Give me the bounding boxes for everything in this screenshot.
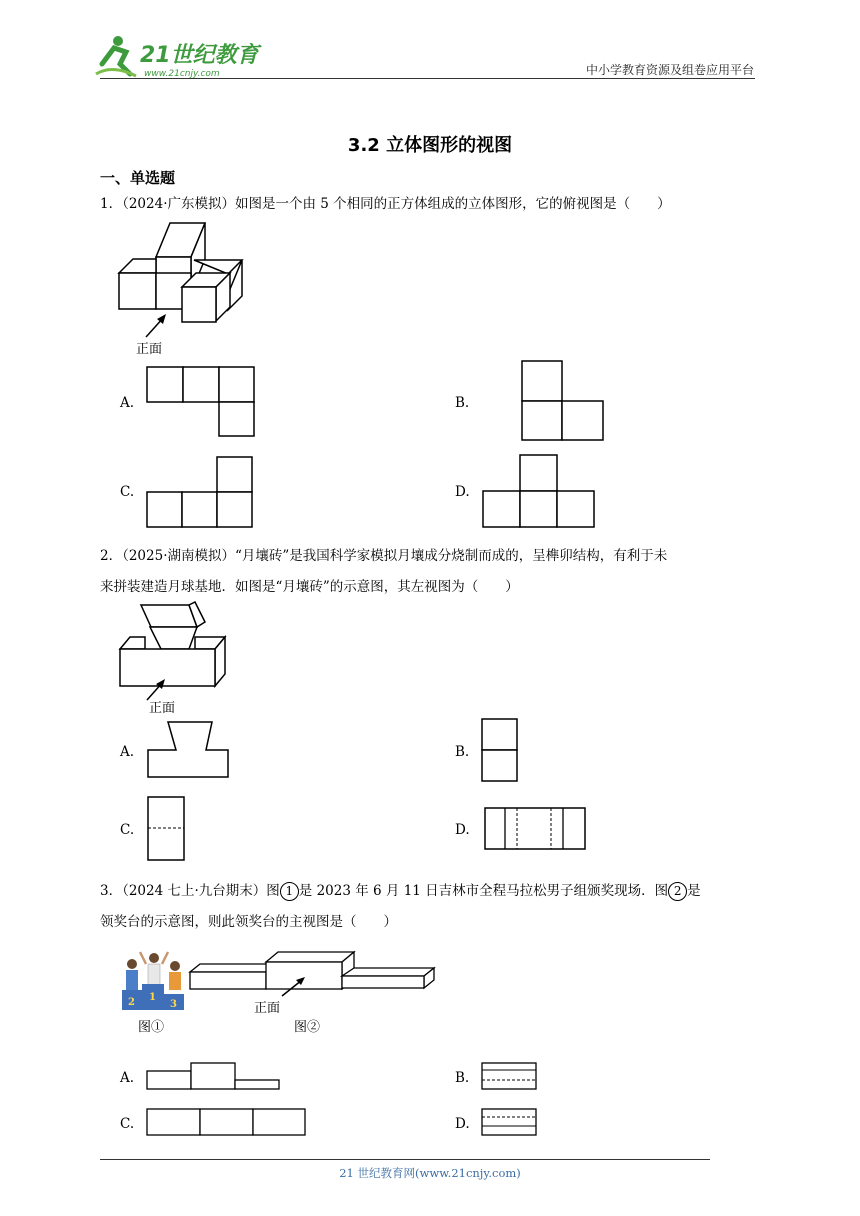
q2-option-d-figure xyxy=(484,807,588,852)
q2-option-c[interactable]: C. xyxy=(120,822,135,838)
circled-number-2: 2 xyxy=(668,882,687,901)
q2-option-a[interactable]: A. xyxy=(120,744,135,760)
q3-option-d[interactable]: D. xyxy=(455,1116,470,1132)
q2-option-d[interactable]: D. xyxy=(455,822,470,838)
q3-option-b[interactable]: B. xyxy=(455,1070,470,1086)
q3-podium-figure xyxy=(188,950,438,1010)
svg-text:2: 2 xyxy=(128,997,135,1008)
q1-option-b[interactable]: B. xyxy=(455,395,470,411)
svg-text:正面: 正面 xyxy=(136,342,163,357)
q1-option-a-figure xyxy=(146,366,256,438)
page-title: 3.2 立体图形的视图 xyxy=(347,135,513,156)
fig1-caption: 图① xyxy=(138,1020,165,1035)
q3-option-a[interactable]: A. xyxy=(120,1070,135,1086)
q2-option-a-figure xyxy=(146,720,230,780)
q1-option-c[interactable]: C. xyxy=(120,484,135,500)
header-divider xyxy=(100,78,755,79)
fig2-front-label: 正面 xyxy=(254,1001,281,1016)
svg-text:www.21cnjy.com: www.21cnjy.com xyxy=(144,69,220,79)
footer-link[interactable]: 21 世纪教育网(www.21cnjy.com) xyxy=(339,1166,521,1180)
q3-award-photo xyxy=(118,950,190,1016)
q1-option-a[interactable]: A. xyxy=(120,395,135,411)
platform-name: 中小学教育资源及组卷应用平台 xyxy=(585,63,754,77)
q2-option-b-figure xyxy=(480,718,520,782)
q2-solid-figure xyxy=(115,602,245,717)
q3-option-c[interactable]: C. xyxy=(120,1116,135,1132)
svg-text:1: 1 xyxy=(149,992,156,1003)
question-2-stem: 2．（2025·湖南模拟）“月壤砖”是我国科学家模拟月壤成分烧制而成的，呈榫卯结构，有利于未 来拼装建造月球基地．如图是“月壤砖”的示意图，其左视图为（ ） xyxy=(100,548,668,595)
runner-icon xyxy=(96,36,136,76)
svg-text:3: 3 xyxy=(170,999,177,1010)
question-1-stem: 1．（2024·广东模拟）如图是一个由 5 个相同的正方体组成的立体图形，它的俯视图是（ ） xyxy=(100,196,671,212)
q1-option-b-figure xyxy=(520,360,606,442)
q1-option-d-figure xyxy=(482,454,600,530)
section-heading: 一、单选题 xyxy=(100,169,176,187)
q3-option-b-figure xyxy=(481,1062,539,1092)
footer-divider xyxy=(100,1159,710,1160)
q3-option-a-figure xyxy=(146,1062,282,1092)
question-3-stem: 3．（2024 七上·九台期末）图 1 是 2023 年 6 月 11 日吉林市全程马拉松男子组颁奖现场．图 2 是 领奖台的示意图，则此领奖台的主视图是（ ） xyxy=(100,883,701,930)
q3-option-d-figure xyxy=(481,1108,539,1138)
circled-number-1: 1 xyxy=(280,882,299,901)
q3-option-c-figure xyxy=(146,1108,308,1138)
svg-text:正面: 正面 xyxy=(149,701,176,716)
fig2-caption: 图② xyxy=(294,1020,321,1035)
q2-option-c-figure xyxy=(147,796,187,862)
site-logo xyxy=(92,34,262,82)
q1-solid-figure xyxy=(110,220,250,360)
svg-text:21世纪教育: 21世纪教育 xyxy=(140,43,259,68)
q1-option-c-figure xyxy=(146,456,256,530)
q2-option-b[interactable]: B. xyxy=(455,744,470,760)
q1-option-d[interactable]: D. xyxy=(455,484,470,500)
